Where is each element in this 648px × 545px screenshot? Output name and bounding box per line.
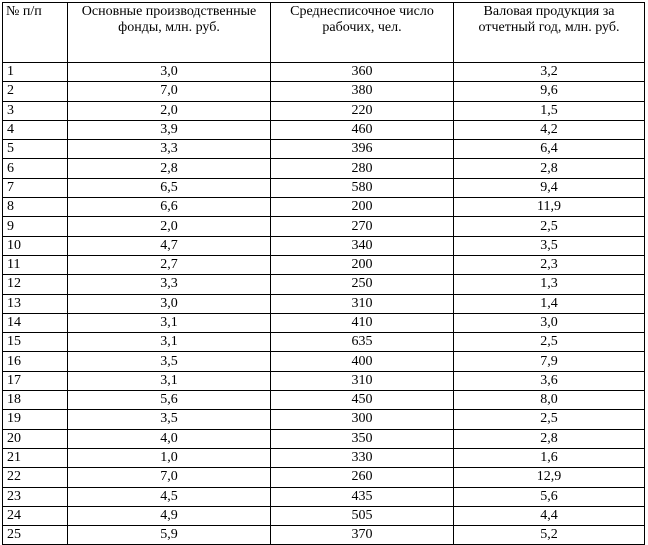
table-row: [3, 429, 645, 448]
fixed-assets-cell: 7,0: [68, 82, 271, 101]
row-index-cell: 24: [3, 506, 68, 525]
fixed-assets-cell: 4,9: [68, 506, 271, 525]
row-index-cell: 14: [3, 313, 68, 332]
table-row: [3, 468, 645, 487]
table-row: [3, 140, 645, 159]
fixed-assets-cell: 6,6: [68, 198, 271, 217]
table-row: [3, 294, 645, 313]
row-index-cell: 25: [3, 526, 68, 545]
workers-cell: 360: [271, 63, 454, 82]
workers-cell: 200: [271, 198, 454, 217]
row-index-cell: 19: [3, 410, 68, 429]
table-row: [3, 371, 645, 390]
table-row: [3, 82, 645, 101]
data-table: [2, 2, 645, 545]
fixed-assets-cell: 7,0: [68, 468, 271, 487]
fixed-assets-cell: 4,0: [68, 429, 271, 448]
fixed-assets-cell: 3,9: [68, 120, 271, 139]
row-index-cell: 9: [3, 217, 68, 236]
fixed-assets-cell: 3,0: [68, 63, 271, 82]
row-index-cell: 4: [3, 120, 68, 139]
header-fixed-assets: Основные производственные фонды, млн. руб.: [68, 3, 271, 63]
fixed-assets-cell: 2,0: [68, 101, 271, 120]
row-index-cell: 22: [3, 468, 68, 487]
fixed-assets-cell: 3,1: [68, 371, 271, 390]
gross-output-cell: 5,2: [454, 526, 645, 545]
fixed-assets-cell: 2,8: [68, 159, 271, 178]
header-workers: Среднесписочное число рабочих, чел.: [271, 3, 454, 63]
table-row: [3, 333, 645, 352]
gross-output-cell: 1,3: [454, 275, 645, 294]
fixed-assets-cell: 3,3: [68, 275, 271, 294]
row-index-cell: 3: [3, 101, 68, 120]
gross-output-cell: 9,4: [454, 178, 645, 197]
fixed-assets-cell: 3,3: [68, 140, 271, 159]
gross-output-cell: 2,8: [454, 429, 645, 448]
gross-output-cell: 11,9: [454, 198, 645, 217]
workers-cell: 330: [271, 448, 454, 467]
row-index-cell: 23: [3, 487, 68, 506]
fixed-assets-cell: 3,1: [68, 313, 271, 332]
workers-cell: 450: [271, 391, 454, 410]
table-row: [3, 217, 645, 236]
table-row: [3, 101, 645, 120]
fixed-assets-cell: 3,5: [68, 352, 271, 371]
gross-output-cell: 2,5: [454, 217, 645, 236]
table-row: [3, 506, 645, 525]
gross-output-cell: 12,9: [454, 468, 645, 487]
row-index-cell: 5: [3, 140, 68, 159]
table-row: [3, 236, 645, 255]
workers-cell: 300: [271, 410, 454, 429]
table-row: [3, 159, 645, 178]
gross-output-cell: 3,6: [454, 371, 645, 390]
table-row: [3, 120, 645, 139]
gross-output-cell: 9,6: [454, 82, 645, 101]
row-index-cell: 20: [3, 429, 68, 448]
workers-cell: 250: [271, 275, 454, 294]
fixed-assets-cell: 4,5: [68, 487, 271, 506]
fixed-assets-cell: 3,5: [68, 410, 271, 429]
table-row: [3, 275, 645, 294]
workers-cell: 380: [271, 82, 454, 101]
table-row: [3, 448, 645, 467]
row-index-cell: 2: [3, 82, 68, 101]
workers-cell: 580: [271, 178, 454, 197]
row-index-cell: 21: [3, 448, 68, 467]
fixed-assets-cell: 5,9: [68, 526, 271, 545]
row-index-cell: 11: [3, 255, 68, 274]
fixed-assets-cell: 3,1: [68, 333, 271, 352]
table-row: [3, 313, 645, 332]
table-row: [3, 526, 645, 545]
workers-cell: 460: [271, 120, 454, 139]
table-row: [3, 410, 645, 429]
row-index-cell: 18: [3, 391, 68, 410]
row-index-cell: 16: [3, 352, 68, 371]
workers-cell: 310: [271, 371, 454, 390]
fixed-assets-cell: 5,6: [68, 391, 271, 410]
table-row: [3, 63, 645, 82]
workers-cell: 400: [271, 352, 454, 371]
gross-output-cell: 2,3: [454, 255, 645, 274]
fixed-assets-cell: 1,0: [68, 448, 271, 467]
gross-output-cell: 3,2: [454, 63, 645, 82]
workers-cell: 635: [271, 333, 454, 352]
gross-output-cell: 2,5: [454, 333, 645, 352]
workers-cell: 350: [271, 429, 454, 448]
workers-cell: 505: [271, 506, 454, 525]
row-index-cell: 6: [3, 159, 68, 178]
gross-output-cell: 6,4: [454, 140, 645, 159]
gross-output-cell: 4,2: [454, 120, 645, 139]
table-row: [3, 352, 645, 371]
row-index-cell: 15: [3, 333, 68, 352]
row-index-cell: 1: [3, 63, 68, 82]
gross-output-cell: 2,5: [454, 410, 645, 429]
gross-output-cell: 1,5: [454, 101, 645, 120]
workers-cell: 435: [271, 487, 454, 506]
gross-output-cell: 2,8: [454, 159, 645, 178]
table-row: [3, 178, 645, 197]
gross-output-cell: 5,6: [454, 487, 645, 506]
fixed-assets-cell: 2,0: [68, 217, 271, 236]
gross-output-cell: 3,0: [454, 313, 645, 332]
table-row: [3, 487, 645, 506]
fixed-assets-cell: 4,7: [68, 236, 271, 255]
workers-cell: 340: [271, 236, 454, 255]
gross-output-cell: 8,0: [454, 391, 645, 410]
fixed-assets-cell: 6,5: [68, 178, 271, 197]
workers-cell: 220: [271, 101, 454, 120]
gross-output-cell: 3,5: [454, 236, 645, 255]
gross-output-cell: 1,4: [454, 294, 645, 313]
workers-cell: 370: [271, 526, 454, 545]
header-gross-output: Валовая продукция за отчетный год, млн. руб.: [454, 3, 645, 63]
fixed-assets-cell: 2,7: [68, 255, 271, 274]
header-index: № п/п: [3, 3, 68, 63]
table-row: [3, 255, 645, 274]
workers-cell: 260: [271, 468, 454, 487]
workers-cell: 270: [271, 217, 454, 236]
row-index-cell: 17: [3, 371, 68, 390]
row-index-cell: 8: [3, 198, 68, 217]
workers-cell: 410: [271, 313, 454, 332]
gross-output-cell: 7,9: [454, 352, 645, 371]
table-row: [3, 391, 645, 410]
table-row: [3, 198, 645, 217]
row-index-cell: 13: [3, 294, 68, 313]
workers-cell: 396: [271, 140, 454, 159]
fixed-assets-cell: 3,0: [68, 294, 271, 313]
row-index-cell: 12: [3, 275, 68, 294]
workers-cell: 200: [271, 255, 454, 274]
row-index-cell: 10: [3, 236, 68, 255]
workers-cell: 280: [271, 159, 454, 178]
workers-cell: 310: [271, 294, 454, 313]
header-row: [3, 3, 645, 63]
gross-output-cell: 4,4: [454, 506, 645, 525]
row-index-cell: 7: [3, 178, 68, 197]
gross-output-cell: 1,6: [454, 448, 645, 467]
